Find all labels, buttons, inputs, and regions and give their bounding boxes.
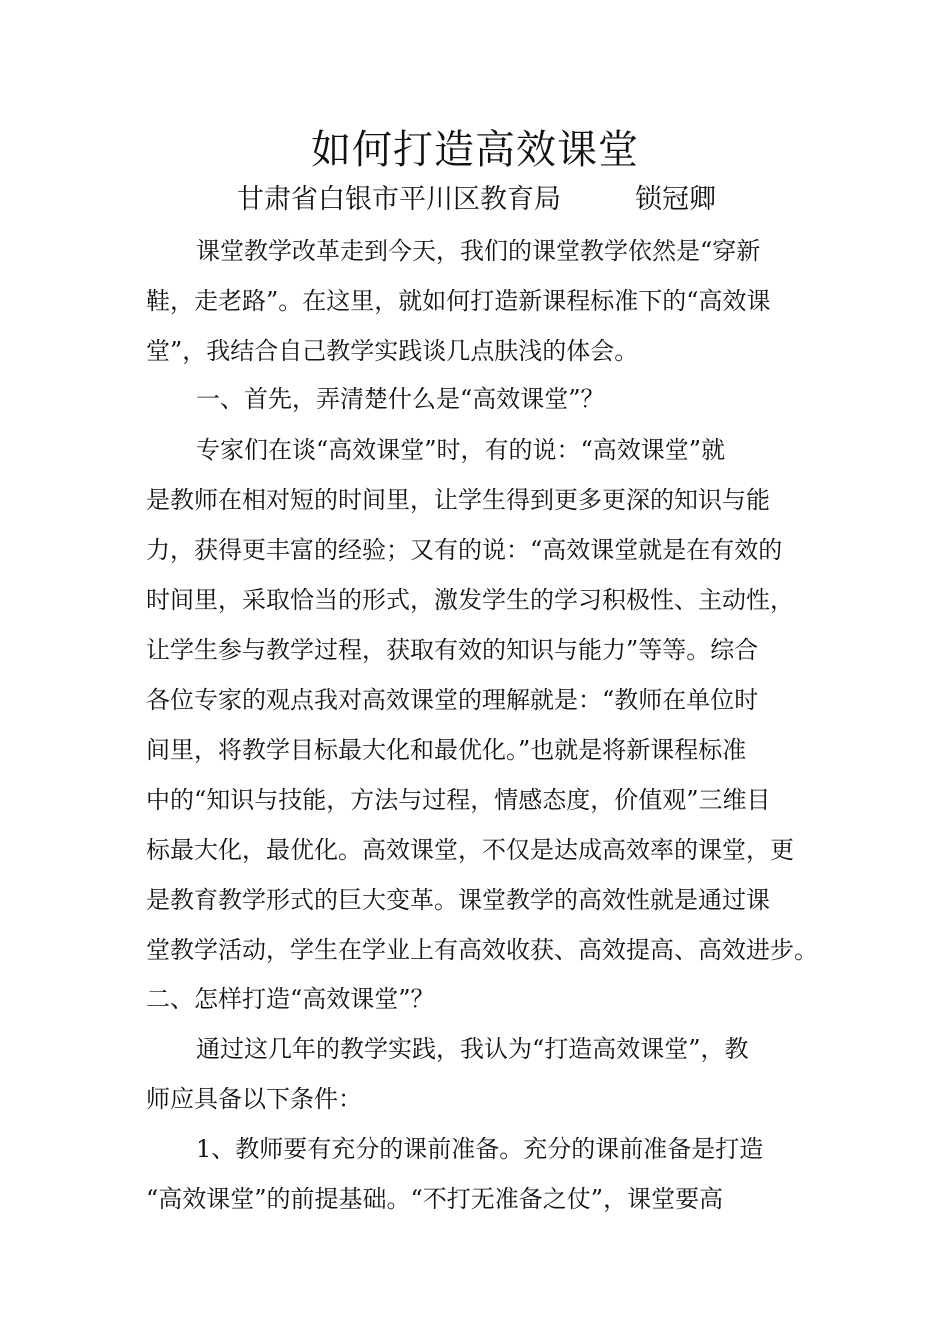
- byline-author: 锁冠卿: [635, 184, 716, 215]
- body-line: 1、教师要有充分的课前准备。充分的课前准备是打造: [196, 1135, 764, 1163]
- body-line: 是教育教学形式的巨大变革。课堂教学的高效性就是通过课: [146, 886, 770, 914]
- body-line: 各位专家的观点我对高效课堂的理解就是：“教师在单位时: [146, 686, 759, 714]
- body-line: 让学生参与教学过程，获取有效的知识与能力”等等。综合: [146, 636, 759, 664]
- body-line: 中的“知识与技能，方法与过程，情感态度，价值观”三维目: [146, 786, 771, 814]
- document-title: 如何打造高效课堂: [311, 127, 639, 173]
- byline-organization: 甘肃省白银市平川区教育局: [237, 184, 561, 215]
- body-line: 课堂教学改革走到今天，我们的课堂教学依然是“穿新: [196, 237, 761, 265]
- body-line: “高效课堂”的前提基础。“不打无准备之仗”，课堂要高: [146, 1185, 724, 1213]
- body-line: 通过这几年的教学实践，我认为“打造高效课堂”，教: [196, 1035, 749, 1063]
- body-line: 力，获得更丰富的经验；又有的说：“高效课堂就是在有效的: [146, 536, 783, 564]
- section-heading: 一、首先，弄清楚什么是“高效课堂”？: [196, 385, 605, 413]
- body-line: 专家们在谈“高效课堂”时，有的说：“高效课堂”就: [196, 436, 726, 464]
- section-heading: 二、怎样打造“高效课堂”？: [146, 985, 435, 1013]
- body-line: 师应具备以下条件：: [146, 1085, 362, 1113]
- body-line: 鞋，走老路”。在这里，就如何打造新课程标准下的“高效课: [146, 287, 771, 315]
- body-line: 堂”，我结合自己教学实践谈几点肤浅的体会。: [146, 337, 639, 365]
- body-line: 间里，将教学目标最大化和最优化。”也就是将新课程标准: [146, 736, 747, 764]
- body-line: 标最大化，最优化。高效课堂，不仅是达成高效率的课堂，更: [146, 836, 794, 864]
- body-line: 时间里，采取恰当的形式，激发学生的学习积极性、主动性，: [146, 586, 794, 614]
- body-line: 堂教学活动，学生在学业上有高效收获、高效提高、高效进步。: [146, 936, 818, 964]
- body-line: 是教师在相对短的时间里，让学生得到更多更深的知识与能: [146, 486, 770, 514]
